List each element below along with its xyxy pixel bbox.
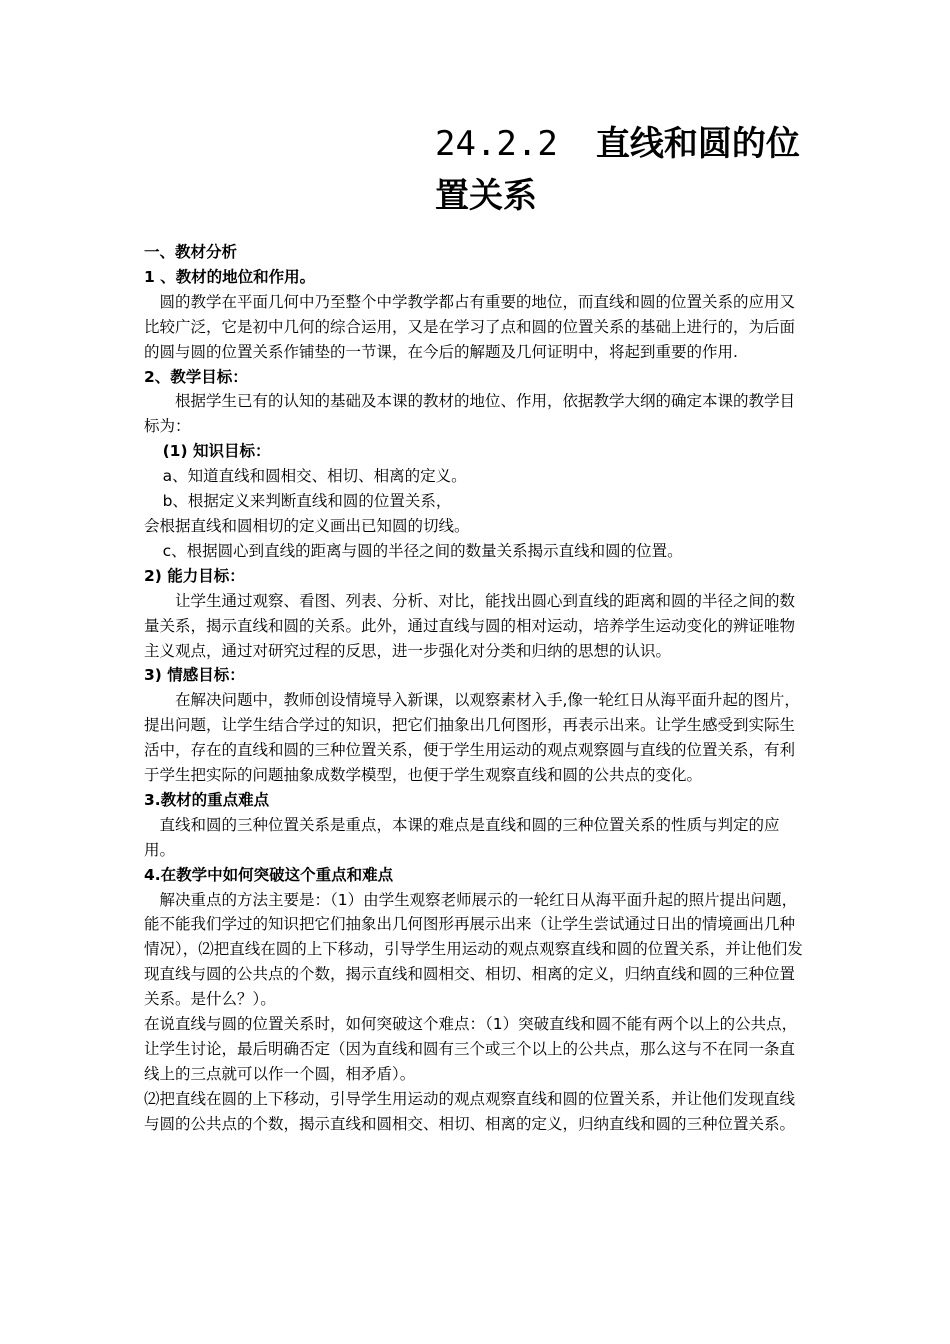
subsection-heading: 3.教材的重点难点 [144, 790, 270, 809]
document-body [144, 240, 810, 1137]
paragraph: 在说直线与圆的位置关系时，如何突破这个难点：（1）突破直线和圆不能有两个以上的公共点，让学生讨论，最后明确否定（因为直线和圆有三个或三个以上的公共点，那么这与不在同一条直线上的三点就可以作一个圆，相矛盾）。 [144, 1015, 798, 1083]
paragraph: 让学生通过观察、看图、列表、分析、对比，能找出圆心到直线的距离和圆的半径之间的数量关系，揭示直线和圆的关系。此外，通过直线与圆的相对运动，培养学生运动变化的辨证唯物主义观点，通过对研究过程的反思，进一步强化对分类和归纳的思想的认识。 [144, 591, 796, 660]
paragraph: 根据学生已有的认知的基础及本课的教材的地位、作用，依据教学大纲的确定本课的教学目标为： [144, 392, 796, 436]
title-number: 24.2.2 [435, 124, 558, 164]
sub-heading-emotion: 3) 情感目标： [144, 666, 245, 685]
list-item: a、知道直线和圆相交、相切、相离的定义。 [162, 467, 467, 486]
list-item: c、根据圆心到直线的距离与圆的半径之间的数量关系揭示直线和圆的位置。 [162, 541, 683, 560]
sub-heading-knowledge: (1) 知识目标： [162, 442, 271, 461]
title-text: 直线和圆的位置关系 [435, 124, 800, 216]
subsection-heading: 1 、教材的地位和作用。 [144, 267, 316, 286]
paragraph: ⑵把直线在圆的上下移动，引导学生用运动的观点观察直线和圆的位置关系，并让他们发现直线与圆的公共点的个数，揭示直线和圆相交、相切、相离的定义，归纳直线和圆的三种位置关系。 [144, 1089, 796, 1133]
document-title [435, 118, 815, 222]
subsection-heading: 2、教学目标： [144, 367, 248, 386]
list-item-continuation: 会根据直线和圆相切的定义画出已知圆的切线。 [144, 516, 470, 535]
paragraph: 解决重点的方法主要是：（1）由学生观察老师展示的一轮红日从海平面升起的照片提出问题，能不能我们学过的知识把它们抽象出几何图形再展示出来（让学生尝试通过日出的情境画出几种情况），⑵把直线在圆的上下移动，引导学生用运动的观点观察直线和圆的位置关系，并让他们发现直线与圆的公共点的个数，揭示直线和圆相交、相切、相离的定义，归纳直线和圆的三种位置关系。是什么？）。 [144, 890, 803, 1009]
subsection-heading: 4.在教学中如何突破这个重点和难点 [144, 865, 394, 884]
list-item: b、根据定义来判断直线和圆的位置关系， [162, 492, 452, 511]
sub-heading-ability: 2) 能力目标： [144, 566, 245, 585]
paragraph: 直线和圆的三种位置关系是重点，本课的难点是直线和圆的三种位置关系的性质与判定的应用。 [144, 815, 780, 859]
paragraph: 圆的教学在平面几何中乃至整个中学教学都占有重要的地位，而直线和圆的位置关系的应用又比较广泛，它是初中几何的综合运用，又是在学习了点和圆的位置关系的基础上进行的，为后面的圆与圆的位置关系作铺垫的一节课，在今后的解题及几何证明中，将起到重要的作用. [144, 292, 796, 361]
section-heading: 一、教材分析 [144, 243, 238, 261]
paragraph: 在解决问题中，教师创设情境导入新课，以观察素材入手,像一轮红日从海平面升起的图片，提出问题，让学生结合学过的知识，把它们抽象出几何图形，再表示出来。让学生感受到实际生活中，存在的直线和圆的三种位置关系，便于学生用运动的观点观察圆与直线的位置关系，有利于学生把实际的问题抽象成数学模型，也便于学生观察直线和圆的公共点的变化。 [144, 691, 800, 785]
